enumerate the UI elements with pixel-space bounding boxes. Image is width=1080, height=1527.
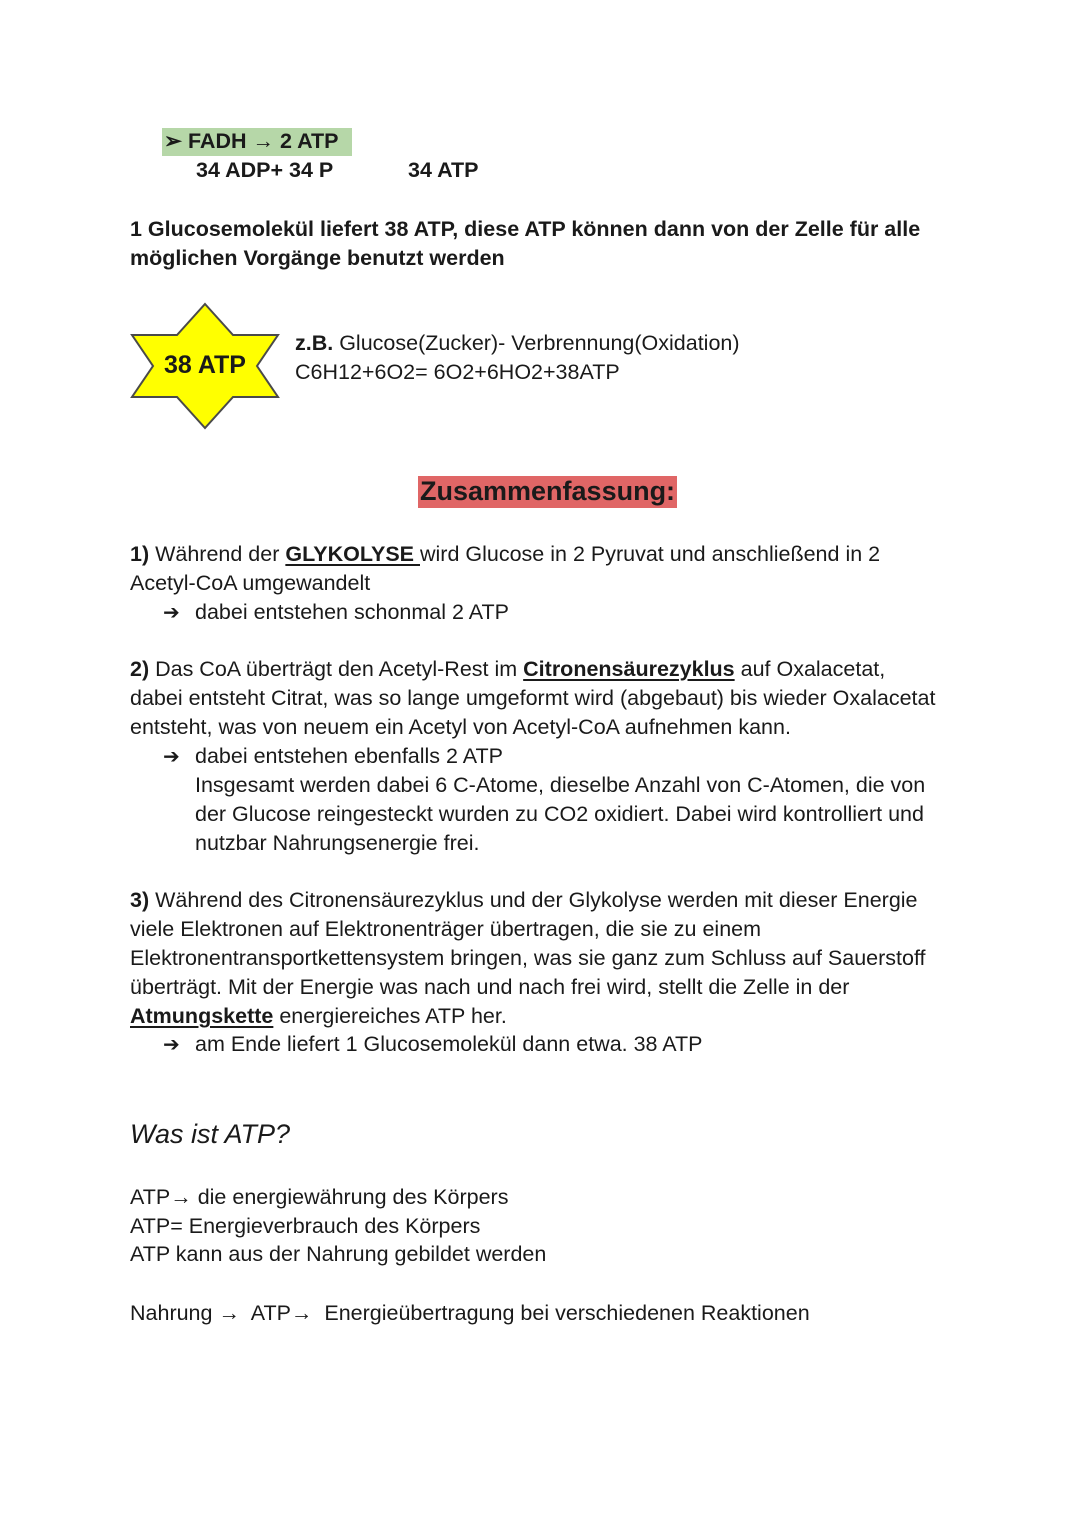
p2-text-a: Das CoA überträgt den Acetyl-Rest im bbox=[149, 657, 524, 681]
summary-title: Zusammenfassung: bbox=[420, 476, 676, 506]
p1-bullet bbox=[163, 598, 509, 628]
p2-line2: dabei entsteht Citrat, was so lange umgeformt wird (abgebaut) bis wieder Oxalacetat bbox=[130, 686, 936, 710]
p3-line5-rest: energiereiches ATP her. bbox=[273, 1004, 507, 1028]
p3-line5 bbox=[130, 1002, 507, 1031]
p1-number: 1) bbox=[130, 542, 150, 566]
p3-line2: viele Elektronen auf Elektronenträger übertragen, die sie zu einem bbox=[130, 917, 762, 941]
p2-number: 2) bbox=[130, 657, 150, 681]
arrow-icon: ➔ bbox=[163, 1034, 180, 1056]
p1-line2: Acetyl-CoA umgewandelt bbox=[130, 571, 371, 595]
adp-right: 34 ATP bbox=[408, 158, 479, 182]
arrow-icon: ➔ bbox=[163, 746, 180, 768]
p2-sub3: nutzbar Nahrungsenergie frei. bbox=[195, 831, 480, 855]
p3-line1 bbox=[130, 886, 918, 915]
fadh-line: ➢ FADH → 2 ATP bbox=[164, 129, 339, 153]
atp-chain: Nahrung → ATP→ Energieübertragung bei verschiedenen Reaktionen bbox=[130, 1301, 810, 1325]
glucose-note-line2: möglichen Vorgänge benutzt werden bbox=[130, 246, 505, 270]
adp-left: 34 ADP+ 34 P bbox=[196, 158, 334, 182]
p1-text-b: wird Glucose in 2 Pyruvat und anschließend in 2 bbox=[420, 542, 881, 566]
atp-line1: ATP→ die energiewährung des Körpers bbox=[130, 1185, 509, 1209]
atp-line3: ATP kann aus der Nahrung gebildet werden bbox=[130, 1242, 547, 1266]
p2-sub2: der Glucose reingesteckt wurden zu CO2 oxidiert. Dabei wird kontrolliert und bbox=[195, 802, 924, 826]
p3-line4: überträgt. Mit der Energie was nach und nach frei wird, stellt die Zelle in der bbox=[130, 975, 850, 999]
example-line1 bbox=[295, 329, 740, 358]
p1-text-a: Während der bbox=[149, 542, 286, 566]
example-formula: C6H12+6O2= 6O2+6HO2+38ATP bbox=[295, 360, 620, 384]
arrow-icon: ➔ bbox=[163, 602, 180, 624]
atmungskette-term: Atmungskette bbox=[130, 1004, 274, 1028]
p3-bullet-text: am Ende liefert 1 Glucosemolekül dann etwa. 38 ATP bbox=[195, 1032, 703, 1056]
glucose-note-line1: 1 Glucosemolekül liefert 38 ATP, diese ATP können dann von der Zelle für alle bbox=[130, 217, 921, 241]
example-prefix: z.B. bbox=[295, 331, 334, 355]
p2-text-b: auf Oxalacetat, bbox=[734, 657, 886, 681]
citronensaeurezyklus-term: Citronensäurezyklus bbox=[523, 657, 735, 681]
p2-line3: entsteht, was von neuem ein Acetyl von Acetyl-CoA aufnehmen kann. bbox=[130, 715, 791, 739]
p1-bullet-text: dabei entstehen schonmal 2 ATP bbox=[195, 600, 509, 624]
p2-bullet bbox=[163, 742, 503, 772]
p2-sub1: Insgesamt werden dabei 6 C-Atome, dieselbe Anzahl von C-Atomen, die von bbox=[195, 773, 926, 797]
p2-bullet-text: dabei entstehen ebenfalls 2 ATP bbox=[195, 744, 503, 768]
atp-section-title: Was ist ATP? bbox=[130, 1119, 291, 1149]
glykolyse-term: GLYKOLYSE bbox=[285, 542, 420, 566]
atp-line2: ATP= Energieverbrauch des Körpers bbox=[130, 1214, 481, 1238]
atp-star-badge bbox=[130, 302, 280, 430]
star-label: 38 ATP bbox=[164, 351, 246, 379]
p1-line1 bbox=[130, 540, 880, 569]
p3-bullet bbox=[163, 1030, 703, 1060]
p3-line3: Elektronentransportkettensystem bringen, was sie ganz zum Schluss auf Sauerstoff bbox=[130, 946, 926, 970]
p3-text-a: Während des Citronensäurezyklus und der Glykolyse werden mit dieser Energie bbox=[149, 888, 918, 912]
example-text: Glucose(Zucker)- Verbrennung(Oxidation) bbox=[333, 331, 740, 355]
p2-line1 bbox=[130, 655, 885, 684]
p3-number: 3) bbox=[130, 888, 150, 912]
